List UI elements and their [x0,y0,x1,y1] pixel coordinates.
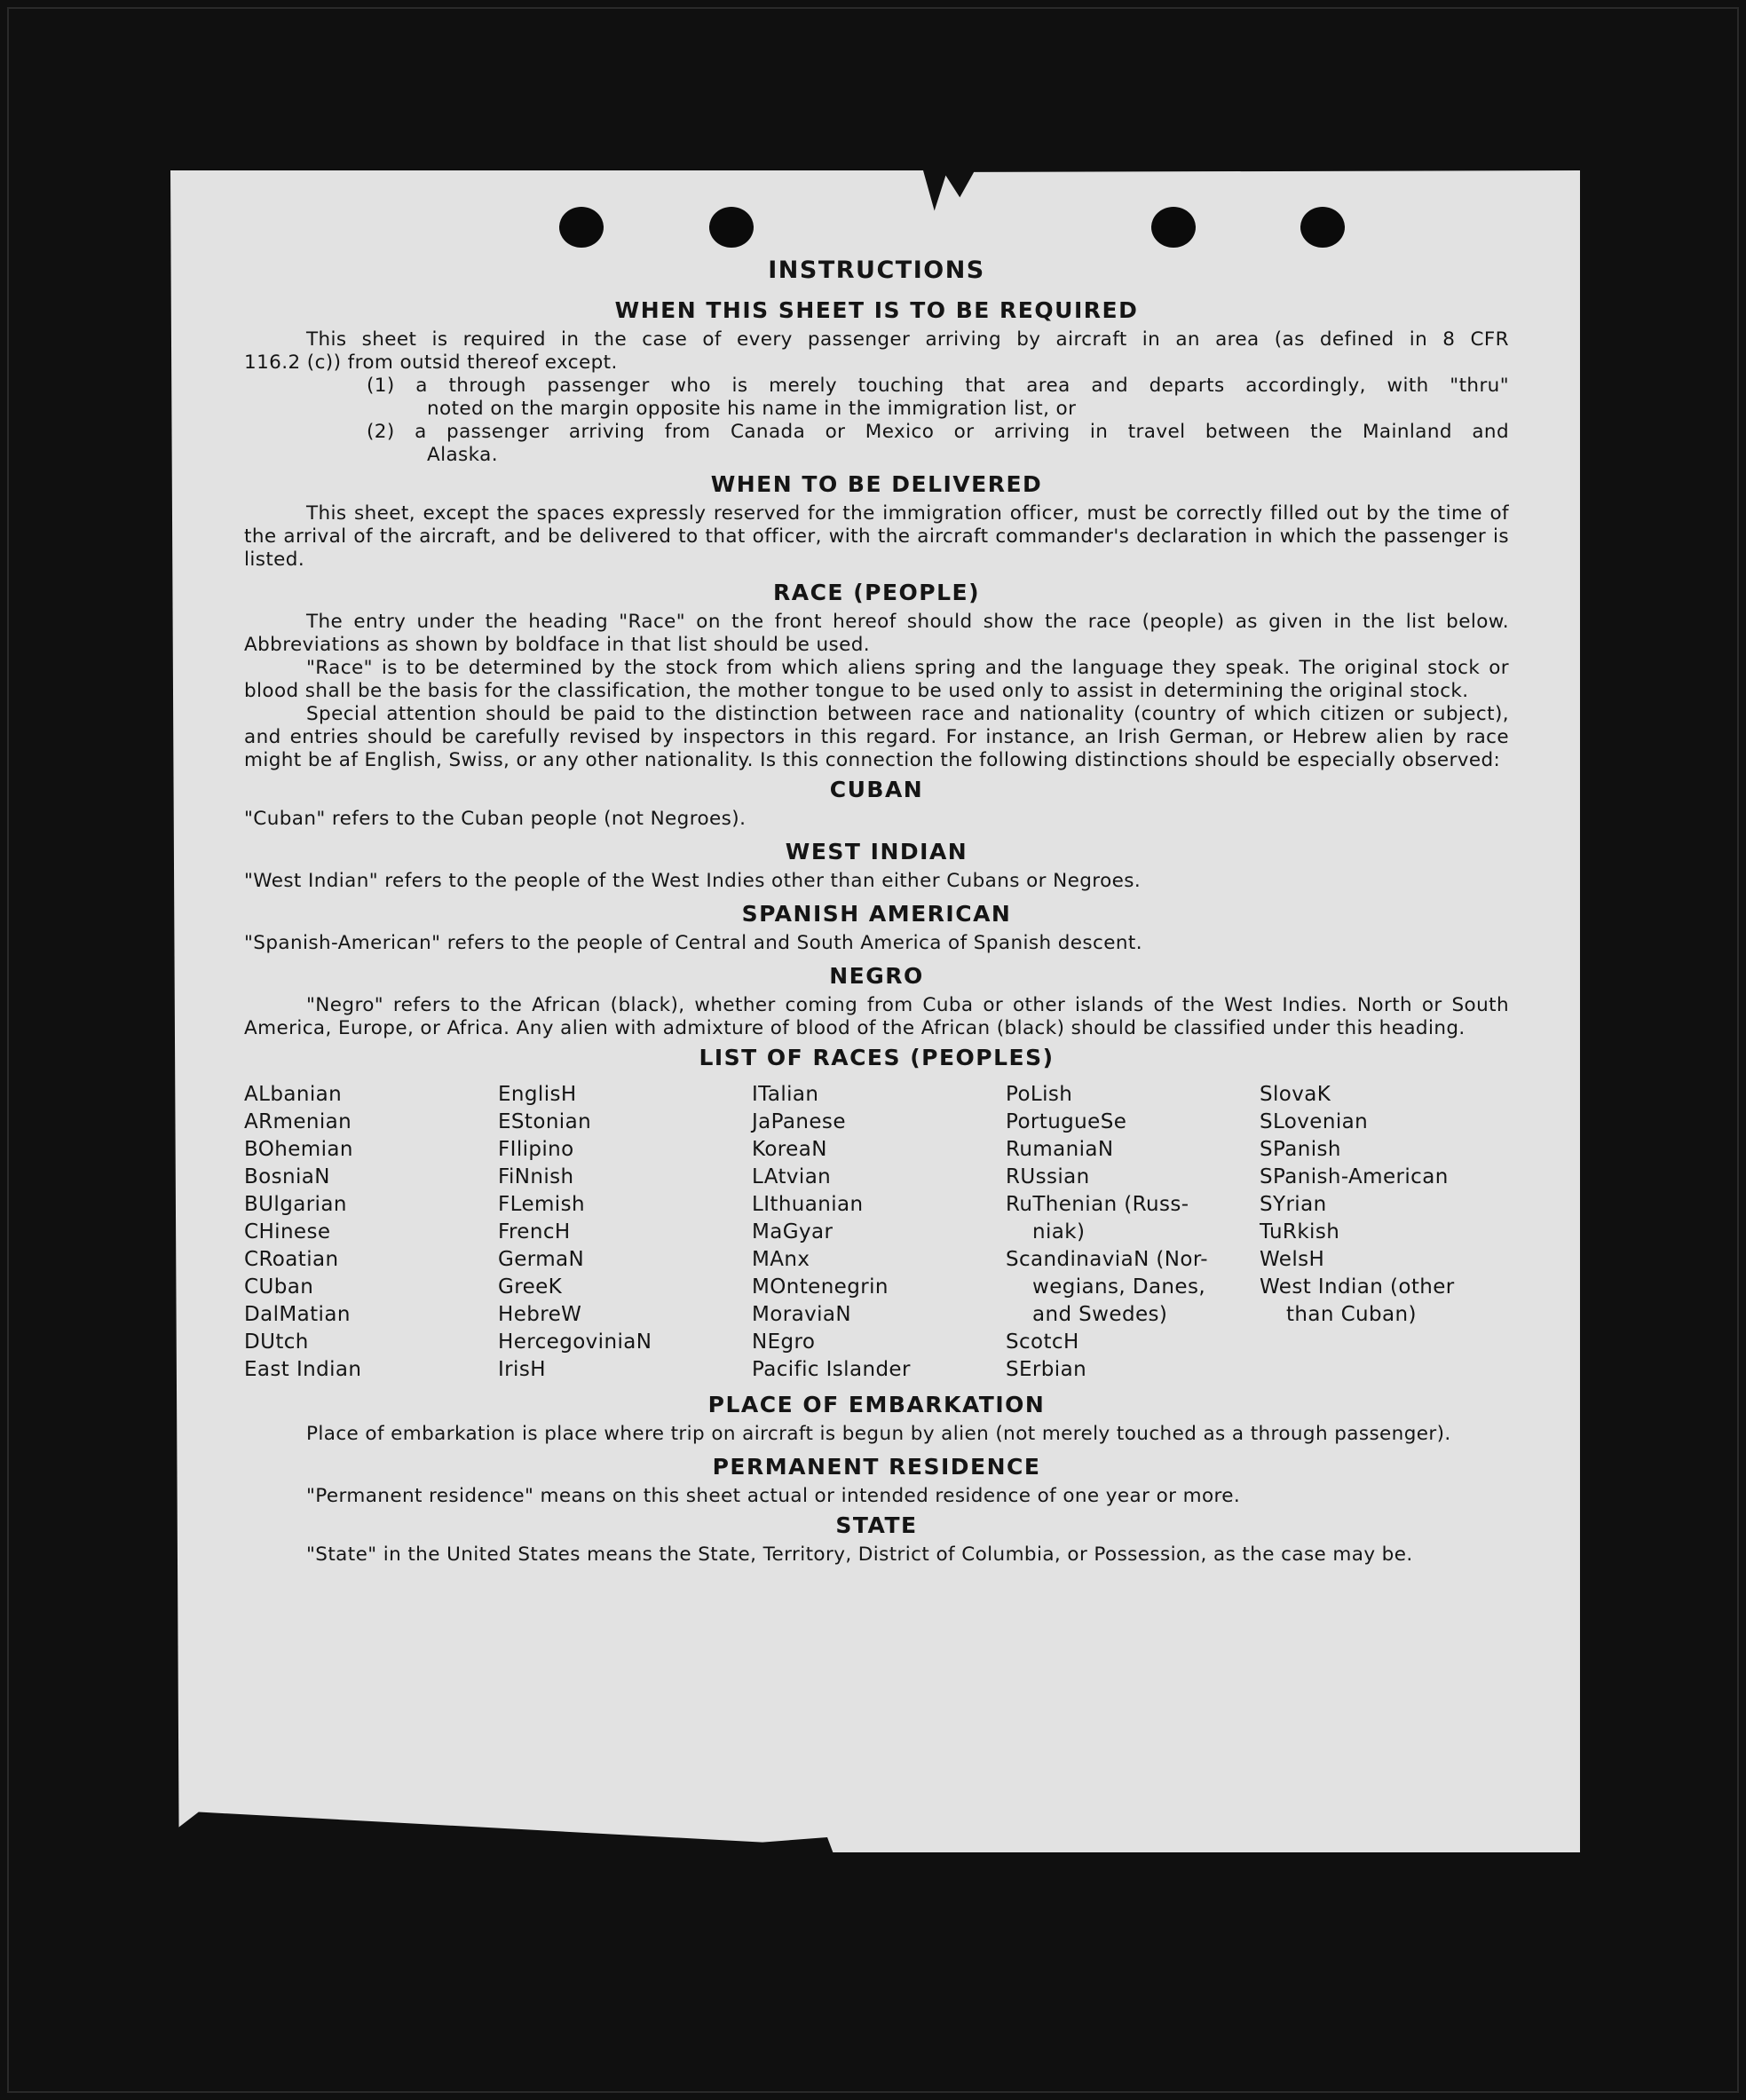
punch-hole [709,207,754,248]
section-text: "Negro" refers to the African (black), whether coming from Cuba or other islands of the West Indies. North or South America, Europe, or Africa. Any alien with admixture of blood of the African (black) should be classified under this heading. [244,994,1509,1039]
race-entry: MAnx [752,1248,810,1271]
paragraph-line: Alaska. [427,444,498,466]
race-list [244,1081,1509,1384]
section-delivered [244,467,1509,572]
section-spanish-american [244,896,1509,955]
race-entry: GreeK [498,1275,563,1299]
paragraph-line: 116.2 (c)) from outsid thereof except. [244,351,618,374]
race-entry: FrencH [498,1220,571,1243]
race-entry: RuThenian (Russ- [1006,1193,1189,1216]
race-entry: LIthuanian [752,1193,864,1216]
exception-item: (2) a passenger arriving from Canada or Mexico or arriving in travel between the Mainland and [367,421,1509,443]
race-entry: RumaniaN [1006,1138,1114,1161]
race-entry: DalMatian [244,1303,351,1326]
section-heading: STATE [835,1512,918,1538]
race-entry: ALbanian [244,1083,343,1106]
section-text: "Race" is to be determined by the stock from which aliens spring and the language they speak. The original stock or blood shall be the basis for the classification, the mother tongue to be used only to assist in determining the original stock. [244,657,1509,702]
section-heading: LIST OF RACES (PEOPLES) [699,1045,1055,1070]
race-entry: IrisH [498,1358,546,1381]
race-entry: West Indian (other [1260,1275,1455,1299]
section-text: This sheet, except the spaces expressly reserved for the immigration officer, must be correctly filled out by the time of the arrival of the aircraft, and be delivered to that officer, with the aircraft commander's declaration in which the passenger is listed. [244,502,1509,571]
race-entry: SErbian [1006,1358,1087,1381]
section-heading: NEGRO [829,963,924,989]
section-heading: PLACE OF EMBARKATION [707,1392,1046,1417]
race-entry: ARmenian [244,1110,352,1133]
section-heading: CUBAN [829,777,924,802]
race-entry: wegians, Danes, [1032,1275,1206,1299]
race-entry: ScandinaviaN (Nor- [1006,1248,1208,1271]
race-entry: FLemish [498,1193,585,1216]
race-entry: niak) [1032,1220,1086,1243]
section-negro [244,959,1509,1040]
section-text: "State" in the United States means the State, Territory, District of Columbia, or Possession, as the case may be. [306,1543,1413,1566]
race-entry: PortugueSe [1006,1110,1127,1133]
section-text: The entry under the heading "Race" on the front hereof should show the race (people) as given in the list below. Abbreviations as shown by boldface in that list should be used. [244,611,1509,656]
race-entry: SPanish-American [1260,1165,1449,1188]
section-heading: RACE (PEOPLE) [772,580,981,605]
instructions-document [244,257,1509,1567]
race-entry: HebreW [498,1303,582,1326]
race-entry: SYrian [1260,1193,1327,1216]
race-entry: HercegoviniaN [498,1330,652,1354]
race-entry: SPanish [1260,1138,1341,1161]
section-required [244,293,1509,467]
punch-hole [1300,207,1345,248]
section-west-indian [244,834,1509,893]
race-entry: SlovaK [1260,1083,1331,1106]
race-entry: SLovenian [1260,1110,1369,1133]
race-entry: Pacific Islander [752,1358,911,1381]
race-entry: WelsH [1260,1248,1325,1271]
race-entry: CUban [244,1275,314,1299]
race-column [1006,1081,1260,1384]
race-entry: than Cuban) [1286,1303,1417,1326]
section-text: Place of embarkation is place where trip on aircraft is begun by alien (not merely touched as a through passenger). [306,1423,1451,1445]
race-entry: and Swedes) [1032,1303,1168,1326]
race-column [498,1081,752,1384]
race-entry: FIlipino [498,1138,574,1161]
race-entry: TuRkish [1260,1220,1340,1243]
race-entry: BOhemian [244,1138,353,1161]
race-entry: East Indian [244,1358,362,1381]
race-column [1260,1081,1513,1384]
section-text: "Permanent residence" means on this sheet actual or intended residence of one year or more. [306,1485,1241,1507]
exception-item-cont [367,398,1509,421]
section-race [244,575,1509,772]
race-entry: PoLish [1006,1083,1073,1106]
race-entry: NEgro [752,1330,816,1354]
race-entry: KoreaN [752,1138,827,1161]
paragraph-line: noted on the margin opposite his name in the immigration list, or [427,398,1077,420]
section-text: Special attention should be paid to the distinction between race and nationality (country of which citizen or subject), and entries should be carefully revised by inspectors in this regard. For instance, an Irish German, or Hebrew alien by race might be af English, Swiss, or any other nationality. Is this connection the following distinctions should be especially observed: [244,703,1509,771]
paragraph-line: This sheet is required in the case of every passenger arriving by aircraft in an area (as defined in 8 CFR [306,328,1509,351]
section-heading: SPANISH AMERICAN [741,901,1012,927]
section-heading: WEST INDIAN [785,839,968,864]
race-entry: JaPanese [752,1110,846,1133]
race-entry: MoraviaN [752,1303,851,1326]
section-heading: WHEN TO BE DELIVERED [710,471,1043,497]
section-heading: PERMANENT RESIDENCE [712,1454,1041,1480]
race-column [244,1081,498,1384]
race-entry: CRoatian [244,1248,339,1271]
document-title: INSTRUCTIONS [768,257,985,284]
race-entry: BUlgarian [244,1193,347,1216]
race-entry: EnglisH [498,1083,577,1106]
section-text: "Spanish-American" refers to the people of Central and South America of Spanish descent. [244,932,1142,954]
punch-hole [1151,207,1196,248]
section-text: "Cuban" refers to the Cuban people (not Negroes). [244,808,747,830]
race-entry: MaGyar [752,1220,833,1243]
punch-hole [559,207,604,248]
race-column [752,1081,1006,1384]
section-cuban [244,772,1509,831]
section-list-of-races [244,1040,1509,1384]
race-entry: BosniaN [244,1165,330,1188]
race-entry: DUtch [244,1330,309,1354]
race-entry: ScotcH [1006,1330,1079,1354]
section-heading: WHEN THIS SHEET IS TO BE REQUIRED [614,297,1139,323]
race-entry: LAtvian [752,1165,832,1188]
section-embarkation [244,1387,1509,1446]
race-entry: EStonian [498,1110,592,1133]
race-entry: FiNnish [498,1165,574,1188]
race-entry: MOntenegrin [752,1275,889,1299]
race-entry: RUssian [1006,1165,1090,1188]
section-text: "West Indian" refers to the people of the West Indies other than either Cubans or Negroes. [244,870,1142,892]
exception-item-cont [367,444,1509,467]
race-entry: GermaN [498,1248,585,1271]
exception-item: (1) a through passenger who is merely touching that area and departs accordingly, with "thru" [367,375,1509,397]
race-entry: CHinese [244,1220,331,1243]
race-entry: ITalian [752,1083,819,1106]
section-state [244,1508,1509,1567]
section-residence [244,1449,1509,1508]
